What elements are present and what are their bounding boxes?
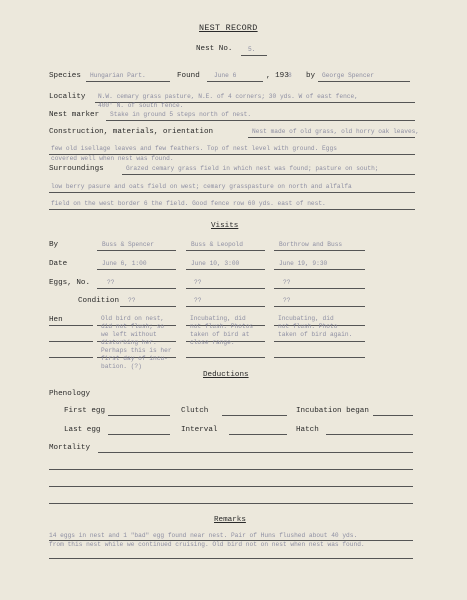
phenology-label: Phenology	[49, 390, 91, 398]
mortality-rule-4	[49, 503, 413, 504]
by-line	[318, 81, 410, 82]
species-value: Hungarian Part.	[90, 72, 146, 79]
hen-col1-line-7: bation. (?)	[101, 363, 142, 370]
page-title: NEST RECORD	[199, 23, 258, 33]
hen-col1-line-4: disturbing her.	[101, 339, 157, 346]
hen-col1-line-5: Perhaps this is her	[101, 347, 172, 354]
visits-eggs-2: ??	[194, 279, 202, 286]
remarks-rule-2	[49, 558, 413, 559]
year-prefix-text: 193	[275, 72, 289, 80]
hen-rule-left-3	[49, 357, 93, 358]
mortality-rule-3	[49, 486, 413, 487]
nest-no-line	[241, 55, 267, 56]
interval-line	[229, 434, 287, 435]
hen-col2-line-4: close range.	[190, 339, 235, 346]
species-label: Species	[49, 72, 81, 80]
hatch-line	[326, 434, 413, 435]
visits-eggs-1: ??	[107, 279, 115, 286]
visits-by-line-3	[274, 250, 365, 251]
surroundings-rule-1	[122, 174, 415, 175]
nest-marker-rule	[106, 120, 415, 121]
hatch-label: Hatch	[296, 426, 319, 434]
found-line	[207, 81, 263, 82]
hen-rule-left-2	[49, 341, 93, 342]
locality-line-2: 400' N. of south fence.	[98, 102, 184, 109]
visits-date-2: June 10, 3:00	[191, 260, 240, 267]
construction-line-2: few old isellage leaves and few feathers. Top of nest level with ground. Eggs	[51, 145, 337, 152]
mortality-rule-2	[49, 469, 413, 470]
hen-col2-line-2: not flush. Photos	[190, 323, 254, 330]
last-egg-line	[108, 434, 170, 435]
hen-rule-col2-3	[186, 357, 265, 358]
visits-by-2: Buss & Leopold	[191, 241, 243, 248]
year-value: 8	[288, 72, 292, 79]
hen-col2-line-3: taken of bird at	[190, 331, 250, 338]
incubation-began-label: Incubation began	[296, 407, 369, 415]
mortality-rule-1	[98, 452, 413, 453]
visits-date-line-1	[97, 269, 176, 270]
visits-condition-line-1	[120, 306, 176, 307]
surroundings-rule-2	[49, 192, 415, 193]
clutch-label: Clutch	[181, 407, 209, 415]
hen-col1-line-1: Old bird on nest,	[101, 315, 165, 322]
found-label: Found	[177, 72, 200, 80]
visits-eggs-line-2	[186, 288, 265, 289]
hen-rule-left-1	[49, 325, 93, 326]
construction-line-1: Nest made of old grass, old horry oak leaves,	[252, 128, 420, 135]
hen-col1-line-3: we left without	[101, 331, 157, 338]
visits-condition-label: Condition	[78, 297, 120, 305]
visits-by-1: Buss & Spencer	[102, 241, 154, 248]
visits-condition-line-3	[274, 306, 365, 307]
hen-col3-line-1: Incubating, did	[278, 315, 334, 322]
incubation-began-line	[373, 415, 413, 416]
hen-col3-line-3: taken of bird again.	[278, 331, 353, 338]
nest-marker-label: Nest marker	[49, 111, 100, 119]
visits-by-line-1	[97, 250, 176, 251]
nest-no-label: Nest No.	[196, 45, 233, 53]
by-value: George Spencer	[322, 72, 374, 79]
visits-date-label: Date	[49, 260, 68, 268]
visits-by-label: By	[49, 241, 59, 249]
visits-by-line-2	[186, 250, 265, 251]
species-line	[86, 81, 170, 82]
visits-date-3: June 19, 9:30	[279, 260, 328, 267]
year-prefix	[266, 72, 289, 81]
hen-rule-col3-2	[274, 341, 365, 342]
last-egg-label: Last egg	[64, 426, 101, 434]
hen-col1-line-6: first day of incu-	[101, 355, 168, 362]
remarks-line-1: 14 eggs in nest and 1 "bad" egg found near nest. Pair of Huns flushed about 40 yds.	[49, 532, 358, 539]
hen-col1-line-2: did not flush; so	[101, 323, 165, 330]
visits-eggs-3: ??	[283, 279, 291, 286]
first-egg-line	[108, 415, 170, 416]
surroundings-label: Surroundings	[49, 165, 104, 173]
remarks-line-2: from this nest while we continued cruising. Old bird not on nest when nest was found.	[49, 541, 365, 548]
visits-condition-1: ??	[128, 297, 136, 304]
construction-rule-1	[248, 137, 415, 138]
visits-condition-2: ??	[194, 297, 202, 304]
visits-date-1: June 6, 1:00	[102, 260, 147, 267]
visits-by-3: Borthrow and Buss	[279, 241, 343, 248]
found-value: June 6	[214, 72, 237, 79]
visits-date-line-2	[186, 269, 265, 270]
clutch-line	[222, 415, 287, 416]
visits-eggs-line-1	[97, 288, 176, 289]
deductions-heading: Deductions	[203, 371, 249, 379]
construction-line-3: covered well when nest was found.	[51, 155, 174, 162]
visits-eggs-line-3	[274, 288, 365, 289]
surroundings-rule-3	[49, 209, 415, 210]
surroundings-line-2: low berry pasure and oats field on west; cemary grasspasture on north and alfalfa	[51, 183, 352, 190]
nest-no-value: 5.	[248, 46, 256, 53]
hen-col3-line-2: not flush. Photo	[278, 323, 338, 330]
locality-label: Locality	[49, 93, 86, 101]
hen-col2-line-1: Incubating, did	[190, 315, 246, 322]
surroundings-line-3: field on the west border 6 the field. Good fence row 60 yds. east of nest.	[51, 200, 326, 207]
visits-date-line-3	[274, 269, 365, 270]
visits-heading: Visits	[211, 222, 239, 230]
interval-label: Interval	[181, 426, 218, 434]
remarks-heading: Remarks	[214, 516, 246, 524]
year-comma: ,	[266, 72, 276, 80]
surroundings-line-1: Grazed cemary grass field in which nest was found; pasture on south;	[126, 165, 379, 172]
locality-line-1: N.W. cemary grass pasture, N.E. of 4 corners; 30 yds. W of east fence,	[98, 93, 358, 100]
visits-condition-3: ??	[283, 297, 291, 304]
visits-condition-line-2	[186, 306, 265, 307]
mortality-label: Mortality	[49, 444, 91, 452]
visits-eggs-label: Eggs, No.	[49, 279, 91, 287]
visits-hen-label: Hen	[49, 316, 63, 324]
first-egg-label: First egg	[64, 407, 106, 415]
construction-label: Construction, materials, orientation	[49, 128, 214, 136]
hen-rule-col3-3	[274, 357, 365, 358]
nest-marker-value: Stake in ground 5 steps north of nest.	[110, 111, 252, 118]
by-label: by	[306, 72, 316, 80]
